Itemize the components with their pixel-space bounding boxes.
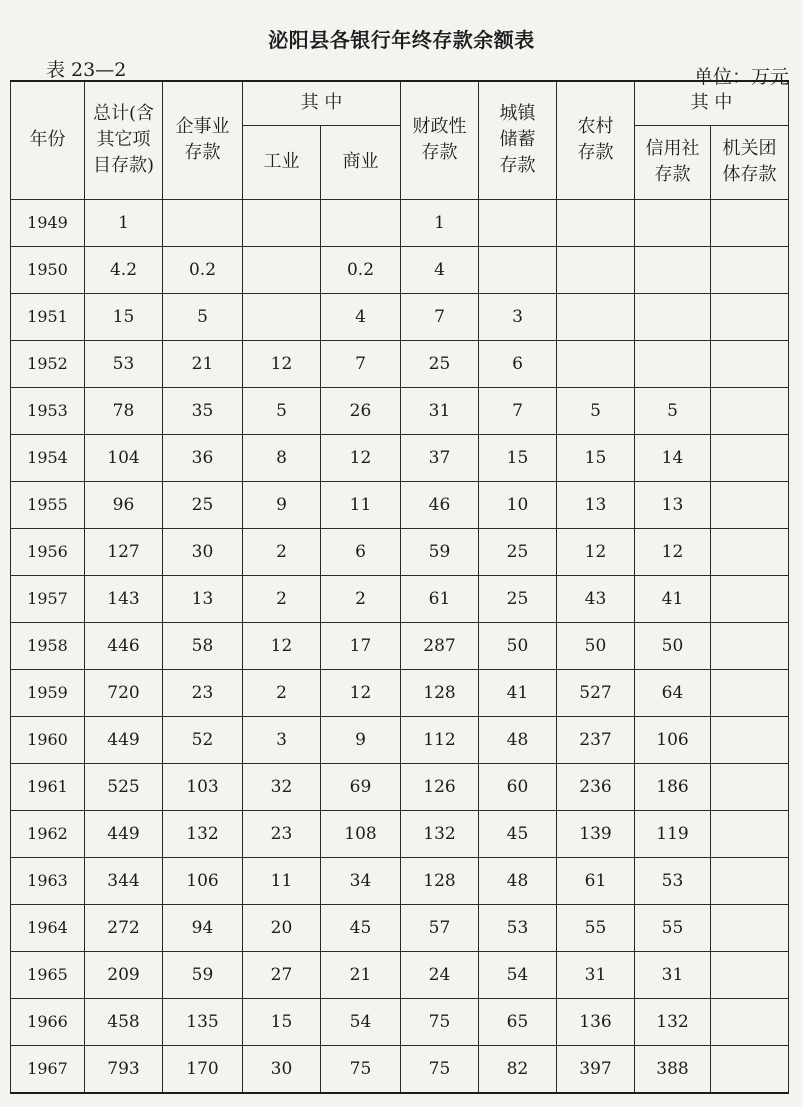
cell-year: 1952 [11, 340, 85, 387]
cell-fiscal: 4 [401, 246, 479, 293]
cell-urban: 6 [479, 340, 557, 387]
cell-commerce [321, 199, 401, 246]
cell-urban: 65 [479, 998, 557, 1045]
table-body [11, 199, 789, 1093]
cell-enterprise: 21 [163, 340, 243, 387]
cell-credit [635, 340, 711, 387]
header-org [711, 125, 789, 199]
header-fiscal [401, 81, 479, 199]
unit-label: 单位：万元 [693, 66, 789, 88]
cell-commerce: 6 [321, 528, 401, 575]
table-row [11, 528, 789, 575]
cell-commerce: 21 [321, 951, 401, 998]
cell-year: 1965 [11, 951, 85, 998]
table-row [11, 434, 789, 481]
cell-enterprise: 58 [163, 622, 243, 669]
cell-total: 446 [85, 622, 163, 669]
cell-total: 143 [85, 575, 163, 622]
cell-year: 1953 [11, 387, 85, 434]
cell-urban: 48 [479, 857, 557, 904]
cell-rural: 397 [557, 1045, 635, 1093]
cell-enterprise: 103 [163, 763, 243, 810]
cell-fiscal: 126 [401, 763, 479, 810]
cell-org [711, 199, 789, 246]
cell-total: 449 [85, 716, 163, 763]
cell-year: 1959 [11, 669, 85, 716]
cell-commerce: 7 [321, 340, 401, 387]
cell-credit: 41 [635, 575, 711, 622]
cell-org [711, 481, 789, 528]
cell-year: 1958 [11, 622, 85, 669]
cell-fiscal: 287 [401, 622, 479, 669]
cell-org [711, 763, 789, 810]
cell-credit: 186 [635, 763, 711, 810]
cell-fiscal: 25 [401, 340, 479, 387]
cell-org [711, 716, 789, 763]
table-row [11, 340, 789, 387]
cell-industry: 27 [243, 951, 321, 998]
cell-urban: 10 [479, 481, 557, 528]
cell-urban: 45 [479, 810, 557, 857]
cell-urban: 48 [479, 716, 557, 763]
cell-fiscal: 128 [401, 857, 479, 904]
cell-commerce: 26 [321, 387, 401, 434]
cell-org [711, 857, 789, 904]
table-row [11, 246, 789, 293]
cell-rural: 55 [557, 904, 635, 951]
cell-industry: 5 [243, 387, 321, 434]
cell-commerce: 17 [321, 622, 401, 669]
cell-org [711, 951, 789, 998]
cell-org [711, 293, 789, 340]
header-rural-text: 农村存款 [577, 116, 614, 164]
cell-enterprise: 170 [163, 1045, 243, 1093]
cell-year: 1955 [11, 481, 85, 528]
cell-rural: 5 [557, 387, 635, 434]
header-org-text: 机关团体存款 [722, 138, 777, 185]
header-enterprise [163, 81, 243, 199]
cell-org [711, 340, 789, 387]
cell-year: 1962 [11, 810, 85, 857]
cell-fiscal: 37 [401, 434, 479, 481]
cell-urban [479, 246, 557, 293]
cell-enterprise: 5 [163, 293, 243, 340]
cell-urban: 3 [479, 293, 557, 340]
cell-commerce: 75 [321, 1045, 401, 1093]
cell-commerce: 4 [321, 293, 401, 340]
cell-fiscal: 1 [401, 199, 479, 246]
cell-credit: 55 [635, 904, 711, 951]
cell-enterprise: 94 [163, 904, 243, 951]
cell-urban: 41 [479, 669, 557, 716]
cell-total: 1 [85, 199, 163, 246]
cell-urban: 82 [479, 1045, 557, 1093]
cell-credit: 50 [635, 622, 711, 669]
cell-org [711, 622, 789, 669]
cell-rural: 61 [557, 857, 635, 904]
cell-fiscal: 112 [401, 716, 479, 763]
cell-rural [557, 293, 635, 340]
cell-credit: 53 [635, 857, 711, 904]
cell-industry: 9 [243, 481, 321, 528]
table-row [11, 293, 789, 340]
cell-urban: 25 [479, 575, 557, 622]
cell-industry: 30 [243, 1045, 321, 1093]
header-fiscal-text: 财政性存款 [412, 116, 467, 164]
cell-credit: 12 [635, 528, 711, 575]
cell-industry: 15 [243, 998, 321, 1045]
cell-credit: 31 [635, 951, 711, 998]
cell-total: 53 [85, 340, 163, 387]
cell-industry: 23 [243, 810, 321, 857]
cell-org [711, 904, 789, 951]
cell-credit: 106 [635, 716, 711, 763]
cell-total: 272 [85, 904, 163, 951]
cell-org [711, 575, 789, 622]
cell-commerce: 12 [321, 434, 401, 481]
cell-year: 1961 [11, 763, 85, 810]
cell-fiscal: 31 [401, 387, 479, 434]
cell-commerce: 54 [321, 998, 401, 1045]
cell-commerce: 12 [321, 669, 401, 716]
cell-org [711, 246, 789, 293]
cell-org [711, 387, 789, 434]
cell-fiscal: 61 [401, 575, 479, 622]
header-year: 年份 [11, 81, 85, 199]
cell-total: 525 [85, 763, 163, 810]
cell-commerce: 9 [321, 716, 401, 763]
cell-fiscal: 132 [401, 810, 479, 857]
cell-rural: 13 [557, 481, 635, 528]
cell-org [711, 810, 789, 857]
cell-enterprise: 106 [163, 857, 243, 904]
cell-credit: 64 [635, 669, 711, 716]
header-rural [557, 81, 635, 199]
cell-urban: 54 [479, 951, 557, 998]
cell-urban: 15 [479, 434, 557, 481]
table-row [11, 199, 789, 246]
cell-credit: 5 [635, 387, 711, 434]
table-number: 表 23—2 [46, 59, 127, 81]
cell-year: 1966 [11, 998, 85, 1045]
cell-total: 720 [85, 669, 163, 716]
cell-commerce: 11 [321, 481, 401, 528]
page-title: 泌阳县各银行年终存款余额表 [268, 28, 535, 52]
cell-rural: 139 [557, 810, 635, 857]
cell-year: 1956 [11, 528, 85, 575]
cell-year: 1954 [11, 434, 85, 481]
cell-commerce: 0.2 [321, 246, 401, 293]
header-of-which-2: 其 中 [635, 81, 789, 125]
cell-total: 4.2 [85, 246, 163, 293]
cell-credit: 388 [635, 1045, 711, 1093]
cell-org [711, 669, 789, 716]
cell-year: 1950 [11, 246, 85, 293]
header-commerce: 商业 [321, 125, 401, 199]
cell-fiscal: 46 [401, 481, 479, 528]
cell-year: 1964 [11, 904, 85, 951]
deposit-table [10, 80, 789, 1094]
table-row [11, 857, 789, 904]
cell-urban: 7 [479, 387, 557, 434]
cell-industry: 20 [243, 904, 321, 951]
header-enterprise-text: 企事业存款 [175, 116, 230, 164]
header-urban-savings [479, 81, 557, 199]
cell-year: 1949 [11, 199, 85, 246]
table-row [11, 763, 789, 810]
header-of-which-1: 其 中 [243, 81, 401, 125]
table-row [11, 716, 789, 763]
table-row [11, 904, 789, 951]
cell-enterprise: 30 [163, 528, 243, 575]
cell-total: 449 [85, 810, 163, 857]
cell-industry: 2 [243, 669, 321, 716]
cell-enterprise: 0.2 [163, 246, 243, 293]
cell-rural: 236 [557, 763, 635, 810]
cell-total: 793 [85, 1045, 163, 1093]
cell-total: 15 [85, 293, 163, 340]
cell-industry: 2 [243, 575, 321, 622]
cell-credit: 13 [635, 481, 711, 528]
cell-commerce: 2 [321, 575, 401, 622]
table-row [11, 481, 789, 528]
cell-rural: 12 [557, 528, 635, 575]
cell-credit [635, 246, 711, 293]
cell-credit: 14 [635, 434, 711, 481]
table-row [11, 575, 789, 622]
header-urban-savings-text: 城镇储蓄存款 [499, 103, 536, 177]
cell-fiscal: 75 [401, 1045, 479, 1093]
cell-urban: 50 [479, 622, 557, 669]
table-row [11, 669, 789, 716]
cell-year: 1951 [11, 293, 85, 340]
cell-urban [479, 199, 557, 246]
header-credit-coop-text: 信用社存款 [645, 138, 700, 185]
cell-industry: 12 [243, 622, 321, 669]
cell-industry [243, 293, 321, 340]
cell-fiscal: 128 [401, 669, 479, 716]
cell-rural: 237 [557, 716, 635, 763]
cell-enterprise: 52 [163, 716, 243, 763]
cell-total: 127 [85, 528, 163, 575]
cell-industry: 3 [243, 716, 321, 763]
cell-commerce: 69 [321, 763, 401, 810]
cell-year: 1960 [11, 716, 85, 763]
cell-industry: 12 [243, 340, 321, 387]
cell-org [711, 528, 789, 575]
cell-total: 209 [85, 951, 163, 998]
cell-org [711, 1045, 789, 1093]
cell-enterprise: 36 [163, 434, 243, 481]
header-credit-coop [635, 125, 711, 199]
cell-enterprise: 135 [163, 998, 243, 1045]
cell-total: 78 [85, 387, 163, 434]
cell-rural: 136 [557, 998, 635, 1045]
cell-urban: 60 [479, 763, 557, 810]
cell-total: 458 [85, 998, 163, 1045]
cell-rural: 15 [557, 434, 635, 481]
cell-industry: 32 [243, 763, 321, 810]
cell-rural [557, 199, 635, 246]
cell-fiscal: 24 [401, 951, 479, 998]
cell-urban: 53 [479, 904, 557, 951]
cell-fiscal: 7 [401, 293, 479, 340]
cell-industry [243, 199, 321, 246]
cell-total: 104 [85, 434, 163, 481]
table-row [11, 951, 789, 998]
cell-industry: 11 [243, 857, 321, 904]
cell-industry: 2 [243, 528, 321, 575]
table-row [11, 622, 789, 669]
cell-rural [557, 340, 635, 387]
cell-org [711, 998, 789, 1045]
header-total [85, 81, 163, 199]
cell-commerce: 108 [321, 810, 401, 857]
cell-total: 96 [85, 481, 163, 528]
cell-urban: 25 [479, 528, 557, 575]
cell-commerce: 45 [321, 904, 401, 951]
table-row [11, 1045, 789, 1093]
cell-credit: 119 [635, 810, 711, 857]
cell-credit [635, 199, 711, 246]
cell-enterprise: 59 [163, 951, 243, 998]
cell-enterprise: 25 [163, 481, 243, 528]
cell-year: 1967 [11, 1045, 85, 1093]
cell-year: 1957 [11, 575, 85, 622]
cell-enterprise [163, 199, 243, 246]
cell-rural: 31 [557, 951, 635, 998]
cell-fiscal: 75 [401, 998, 479, 1045]
header-industry: 工业 [243, 125, 321, 199]
cell-enterprise: 35 [163, 387, 243, 434]
cell-fiscal: 59 [401, 528, 479, 575]
cell-commerce: 34 [321, 857, 401, 904]
cell-fiscal: 57 [401, 904, 479, 951]
header-total-text: 总计(含其它项目存款) [92, 103, 155, 177]
cell-credit [635, 293, 711, 340]
cell-enterprise: 23 [163, 669, 243, 716]
cell-enterprise: 132 [163, 810, 243, 857]
cell-total: 344 [85, 857, 163, 904]
table-row [11, 387, 789, 434]
table-row [11, 810, 789, 857]
cell-rural [557, 246, 635, 293]
cell-industry: 8 [243, 434, 321, 481]
table-row [11, 998, 789, 1045]
cell-rural: 50 [557, 622, 635, 669]
cell-rural: 43 [557, 575, 635, 622]
cell-org [711, 434, 789, 481]
cell-credit: 132 [635, 998, 711, 1045]
cell-year: 1963 [11, 857, 85, 904]
cell-enterprise: 13 [163, 575, 243, 622]
cell-rural: 527 [557, 669, 635, 716]
cell-industry [243, 246, 321, 293]
